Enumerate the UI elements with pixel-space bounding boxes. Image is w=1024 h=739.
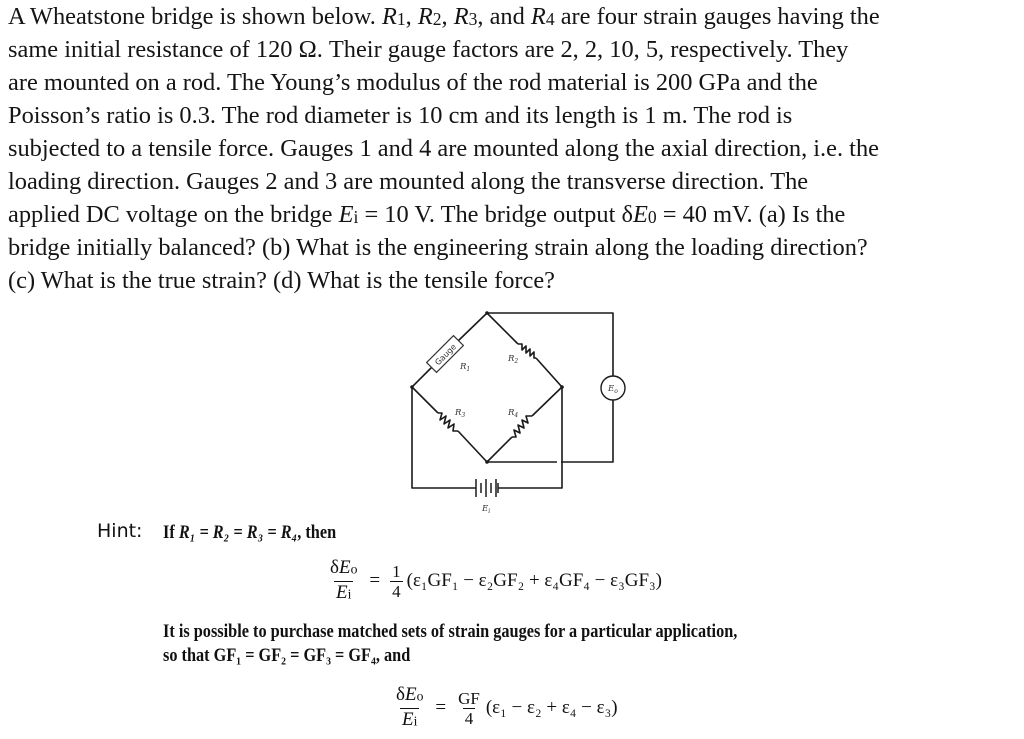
wheatstone-bridge-diagram <box>390 300 650 520</box>
problem-line: bridge initially balanced? (b) What is the engineering strain along the loading direction? <box>8 234 868 261</box>
wire-r1-upper <box>458 313 487 341</box>
problem-line: Poisson’s ratio is 0.3. The rod diameter is 10 cm and its length is 1 m. The rod is <box>8 102 793 129</box>
problem-line: subjected to a tensile force. Gauges 1 and 4 are mounted along the axial direction, i.e. the <box>8 135 879 162</box>
wire-output-top <box>487 313 613 376</box>
resistor-r4-icon <box>512 416 532 437</box>
gauge-label: Gauge <box>433 342 459 368</box>
equation-matched: $\frac{\text{δEo}}{Ei}$ = $\frac{GF}{4}$ (ε₁ − ε₂ + ε₄ − ε₃) <box>396 684 618 730</box>
label-r2: $R_2$ <box>508 354 519 365</box>
problem-line: A Wheatstone bridge is shown below. R1, R2, R3, and R4 are four strain gauges having the <box>8 3 880 30</box>
problem-line: are mounted on a rod. The Young’s modulus of the rod material is 200 GPa and the <box>8 69 818 96</box>
problem-line: loading direction. Gauges 2 and 3 are mounted along the transverse direction. The <box>8 168 809 195</box>
wire-supply-left <box>412 387 476 488</box>
wire-supply-right <box>498 387 562 488</box>
wire-r4-upper <box>532 387 562 416</box>
label-r3: $R_3$ <box>455 408 466 419</box>
hint-note-line2: so that GF₁ = GF₂ = GF₃ = GF₄, and <box>163 646 411 666</box>
label-source: $E_i$ <box>482 504 491 515</box>
label-r1: $R_1$ <box>460 362 471 373</box>
hint-note-line1: It is possible to purchase matched sets of strain gauges for a particular application, <box>163 622 738 642</box>
wire-r2-upper <box>487 313 518 344</box>
wire-r3-upper <box>412 387 438 413</box>
label-r4: $R_4$ <box>508 408 519 419</box>
problem-line: same initial resistance of 120 Ω. Their gauge factors are 2, 2, 10, 5, respectively. They <box>8 36 849 63</box>
wire-r1-lower <box>412 367 432 387</box>
wire-r2-lower <box>536 358 562 387</box>
problem-line: applied DC voltage on the bridge Ei = 10 V. The bridge output δE0 = 40 mV. (a) Is the <box>8 201 846 228</box>
wire-r3-lower <box>458 431 487 462</box>
problem-statement <box>8 0 1020 297</box>
resistor-r2-icon <box>518 344 536 358</box>
equation-general: $\frac{\text{δEo}}{Ei}$ = $\frac{1}{4}$ (ε₁GF₁ − ε₂GF₂ + ε₄GF₄ − ε₃GF₃) <box>330 557 662 603</box>
strain-gauge-r1-icon <box>427 336 464 373</box>
problem-line: (c) What is the true strain? (d) What is the tensile force? <box>8 267 555 294</box>
wire-r4-lower <box>487 437 512 462</box>
meter-label: $E_o$ <box>608 384 618 395</box>
hint-condition: If R₁ = R₂ = R₃ = R₄, then <box>163 523 337 543</box>
wire-output-bottom <box>561 400 613 462</box>
hint-label: Hint: <box>97 520 143 542</box>
battery-icon <box>476 479 498 497</box>
